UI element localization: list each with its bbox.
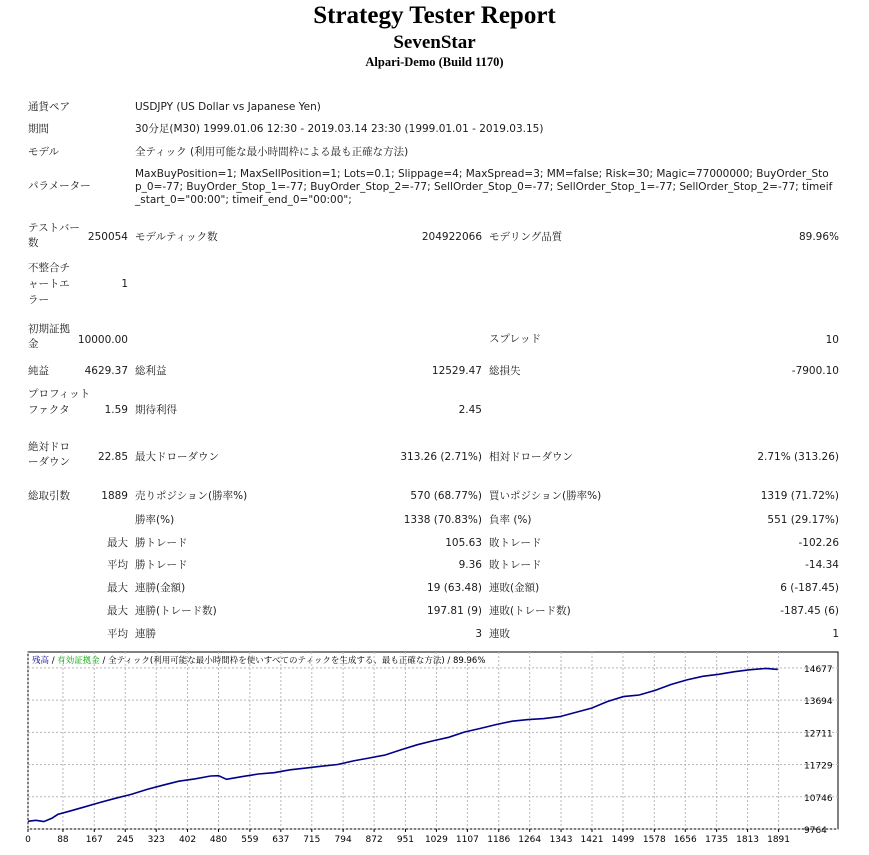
max-drawdown-value: 313.26 (2.71%)	[400, 451, 482, 463]
total-trades-label: 総取引数	[28, 490, 70, 502]
y-tick-label: 14677	[804, 664, 833, 675]
server-build: Alpari-Demo (Build 1170)	[365, 55, 504, 69]
expected-payoff-label: 期待利得	[135, 404, 177, 416]
legend-separator: /	[49, 656, 58, 666]
chart-legend	[32, 655, 485, 666]
spread-value: 10	[825, 334, 839, 346]
average-qualifier: 平均	[107, 559, 128, 571]
avg-consec-wins-label: 連勝	[135, 628, 156, 640]
long-positions-value: 1319 (71.72%)	[760, 490, 839, 502]
x-tick-label: 637	[272, 835, 290, 845]
gross-loss-value: -7900.10	[791, 365, 839, 377]
abs-drawdown-value: 22.85	[97, 451, 128, 463]
legend-separator: /	[444, 656, 453, 666]
x-tick-label: 1891	[767, 835, 791, 845]
ticks-value: 204922066	[421, 231, 482, 243]
symbol-value: USDJPY (US Dollar vs Japanese Yen)	[135, 101, 321, 113]
model-value: 全ティック (利用可能な最小時間枠による最も正確な方法)	[135, 146, 409, 158]
deposit-value: 10000.00	[77, 334, 128, 346]
x-tick-label: 1421	[580, 835, 604, 845]
profit-trades-label: 勝率(%)	[135, 514, 175, 526]
x-tick-label: 1735	[705, 835, 729, 845]
quality-value: 89.96%	[798, 231, 839, 243]
balance-chart	[0, 650, 869, 855]
total-trades-value: 1889	[101, 490, 128, 502]
x-tick-label: 1264	[518, 835, 542, 845]
x-tick-label: 1813	[736, 835, 760, 845]
x-tick-label: 480	[209, 835, 228, 845]
profit-trades-value: 1338 (70.83%)	[403, 514, 482, 526]
largest-win-value: 105.63	[445, 537, 482, 549]
x-tick-label: 1578	[642, 835, 666, 845]
max-qualifier: 最大	[107, 582, 128, 594]
net-profit-value: 4629.37	[84, 365, 128, 377]
net-profit-label: 純益	[28, 365, 49, 377]
x-tick-label: 245	[116, 835, 134, 845]
x-tick-label: 1343	[549, 835, 573, 845]
abs-drawdown-label: 絶対ドローダウン	[28, 441, 70, 468]
legend-quality: 89.96%	[452, 656, 486, 666]
x-tick-label: 1107	[455, 835, 479, 845]
model-label: モデル	[28, 146, 59, 158]
short-positions-value: 570 (68.77%)	[410, 490, 482, 502]
profit-factor-label: プロフィットファクタ	[28, 388, 91, 416]
largest-qualifier: 最大	[107, 537, 128, 549]
params-value: MaxBuyPosition=1; MaxSellPosition=1; Lots=0.1; Slippage=4; MaxSpread=3; MM=false; Risk=30; Magic=77000000; BuyOrder_Stop_0=-77; BuyOrder_Stop_1=-77; BuyOrder_Stop_2=-77; SellOrder_Stop_0=-77; SellOrder_Stop_1=-77; SellOrder_Stop_2=-77; timeif_start_0="00:00"; timeif_end_0="00:00";	[135, 168, 833, 206]
x-tick-label: 1186	[487, 835, 511, 845]
mismatch-value: 1	[121, 278, 128, 290]
x-tick-label: 872	[365, 835, 383, 845]
mismatch-label: 不整合チャートエラー	[28, 262, 70, 306]
y-tick-label: 13694	[804, 697, 833, 708]
bars-value: 250054	[87, 231, 128, 243]
x-tick-label: 715	[303, 835, 321, 845]
symbol-label: 通貨ペア	[28, 101, 70, 113]
x-tick-label: 559	[241, 835, 259, 845]
max-consec-loss-value: -187.45 (6)	[780, 605, 839, 617]
avg-win-label: 勝トレード	[135, 559, 188, 571]
long-positions-label: 買いポジション(勝率%)	[489, 490, 602, 502]
legend-balance: 残高	[32, 656, 50, 666]
avg-win-value: 9.36	[458, 559, 482, 571]
x-tick-label: 794	[334, 835, 352, 845]
max-consec-profit-value: 197.81 (9)	[427, 605, 482, 617]
avg-consec-losses-label: 連敗	[489, 628, 510, 640]
y-tick-label: 9764	[804, 826, 827, 836]
deposit-label: 初期証拠金	[28, 323, 70, 350]
expert-name: SevenStar	[393, 32, 476, 53]
x-tick-label: 1656	[673, 835, 697, 845]
avg-loss-label: 敗トレード	[489, 559, 542, 571]
quality-label: モデリング品質	[489, 231, 563, 243]
x-tick-label: 88	[57, 835, 69, 845]
x-tick-label: 323	[147, 835, 165, 845]
period-label: 期間	[28, 123, 49, 135]
profit-factor-value: 1.59	[104, 404, 128, 416]
largest-loss-label: 敗トレード	[489, 537, 542, 549]
average-qualifier: 平均	[107, 628, 128, 640]
max-qualifier: 最大	[107, 605, 128, 617]
gross-profit-label: 総利益	[135, 365, 167, 377]
x-tick-label: 1499	[611, 835, 635, 845]
short-positions-label: 売りポジション(勝率%)	[135, 490, 248, 502]
x-tick-label: 951	[396, 835, 415, 845]
x-tick-label: 167	[85, 835, 103, 845]
avg-consec-losses-value: 1	[832, 628, 839, 640]
y-tick-label: 12711	[804, 729, 833, 740]
rel-drawdown-label: 相対ドローダウン	[489, 451, 573, 463]
legend-separator: /	[99, 656, 109, 666]
spread-label: スプレッド	[489, 333, 541, 345]
max-consec-losses-label: 連敗(金額)	[489, 582, 540, 594]
max-consec-losses-value: 6 (-187.45)	[780, 582, 839, 594]
legend-equity: 有効証拠金	[57, 656, 100, 666]
max-consec-profit-label: 連勝(トレード数)	[135, 605, 217, 617]
loss-trades-label: 負率 (%)	[489, 514, 532, 526]
max-consec-loss-label: 連敗(トレード数)	[489, 605, 571, 617]
bars-label: テストバー数	[28, 222, 80, 249]
params-label: パラメーター	[28, 180, 91, 192]
gross-profit-value: 12529.47	[431, 365, 482, 377]
loss-trades-value: 551 (29.17%)	[767, 514, 839, 526]
report-title: Strategy Tester Report	[313, 2, 556, 29]
period-value: 30分足(M30) 1999.01.06 12:30 - 2019.03.14 23:30 (1999.01.01 - 2019.03.15)	[135, 123, 544, 135]
avg-loss-value: -14.34	[805, 559, 839, 571]
largest-loss-value: -102.26	[798, 537, 839, 549]
y-tick-label: 10746	[804, 793, 833, 804]
y-tick-label: 11729	[804, 761, 833, 772]
legend-model: 全ティック(利用可能な最小時間枠を使いすべてのティックを生成する、最も正確な方法)	[108, 656, 445, 666]
avg-consec-wins-value: 3	[475, 628, 482, 640]
x-tick-label: 1029	[424, 835, 448, 845]
max-consec-wins-value: 19 (63.48)	[427, 582, 482, 594]
ticks-label: モデルティック数	[135, 231, 218, 243]
gross-loss-label: 総損失	[489, 365, 521, 377]
max-consec-wins-label: 連勝(金額)	[135, 582, 186, 594]
x-tick-label: 0	[25, 835, 31, 845]
max-drawdown-label: 最大ドローダウン	[135, 451, 219, 463]
expected-payoff-value: 2.45	[458, 404, 482, 416]
rel-drawdown-value: 2.71% (313.26)	[757, 451, 839, 463]
largest-win-label: 勝トレード	[135, 537, 188, 549]
x-tick-label: 402	[178, 835, 197, 845]
